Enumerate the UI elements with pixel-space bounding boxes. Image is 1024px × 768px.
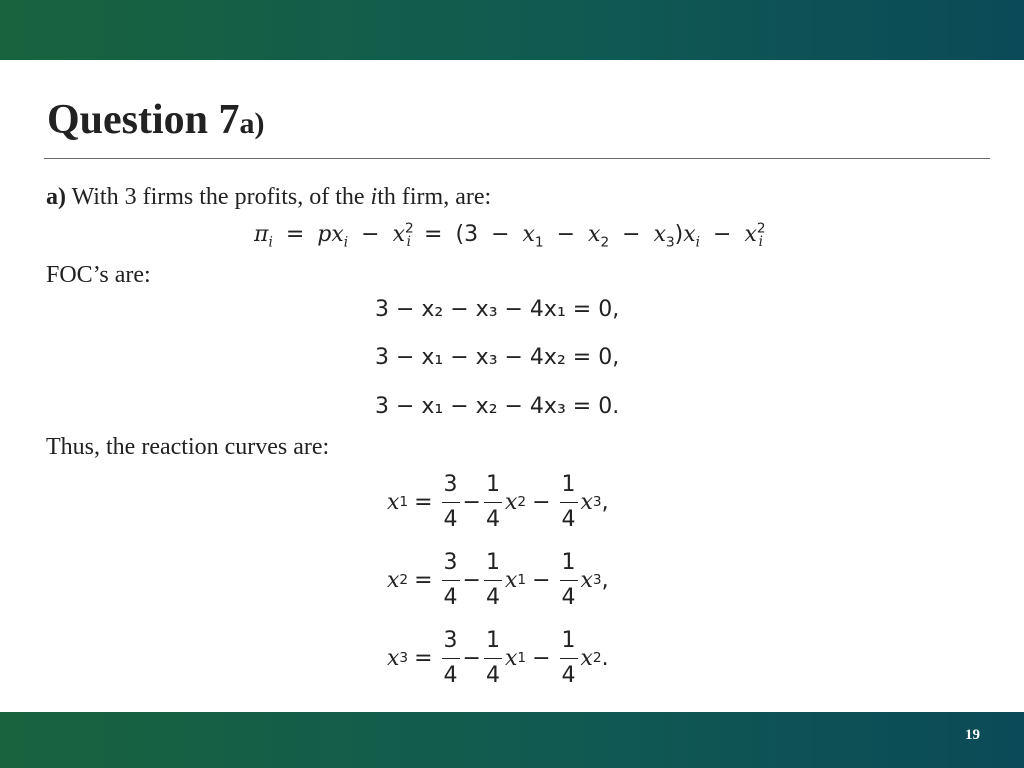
slide-title: Question 7a) bbox=[47, 97, 265, 143]
reaction-label: Thus, the reaction curves are: bbox=[46, 434, 330, 460]
foc-label: FOC’s are: bbox=[46, 262, 151, 288]
foc-equation-1: 3 − x₂ − x₃ − 4x₁ = 0, bbox=[375, 297, 620, 322]
foc-equation-2: 3 − x₁ − x₃ − 4x₂ = 0, bbox=[375, 345, 620, 370]
reaction-curve-2: x 2 = $\frac{3}{4}$ − $\frac{1}{4}$ x 1 − $\frac{1}{4}$ x 3 , bbox=[387, 549, 609, 610]
reaction-curve-1: x 1 = $\frac{3}{4}$ − $\frac{1}{4}$ x 2 − $\frac{1}{4}$ x 3 , bbox=[387, 471, 609, 532]
reaction-curve-3: x 3 = $\frac{3}{4}$ − $\frac{1}{4}$ x 1 − $\frac{1}{4}$ x 2 . bbox=[387, 627, 609, 688]
slide-number: 19 bbox=[965, 727, 980, 743]
profit-equation: $\pi_i = px_i - x^2_i = (3 - x_1 - x_2 - x_3)x_i - x^2_i$ bbox=[254, 220, 766, 251]
foc-equation-3: 3 − x₁ − x₂ − 4x₃ = 0. bbox=[375, 394, 620, 419]
intro-line: a) With 3 firms the profits, of the ith firm, are: bbox=[46, 184, 492, 210]
part-label: a) bbox=[46, 184, 66, 210]
title-suffix: a) bbox=[239, 107, 265, 140]
bottom-footer-band bbox=[0, 712, 1024, 768]
title-divider bbox=[44, 158, 990, 159]
top-header-band bbox=[0, 0, 1024, 60]
